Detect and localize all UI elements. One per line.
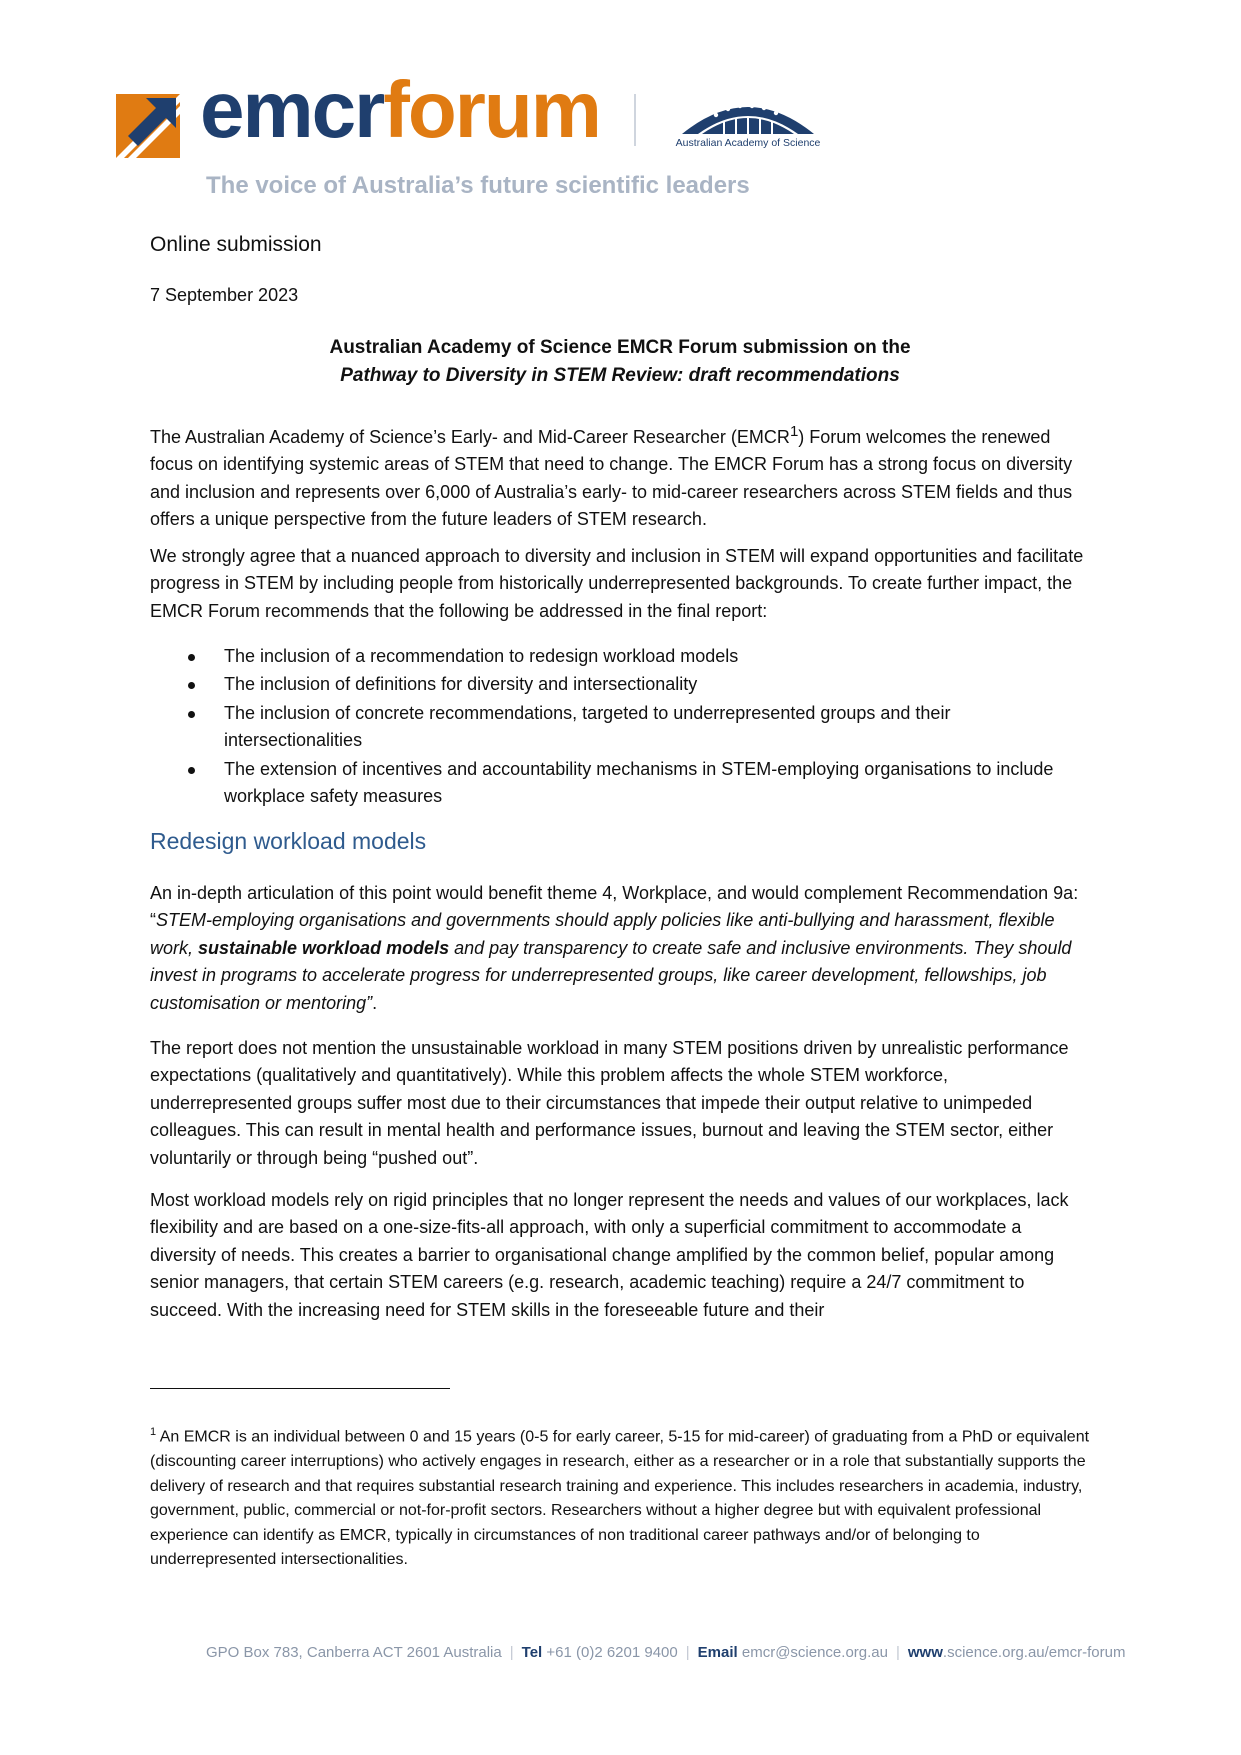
page-footer: GPO Box 783, Canberra ACT 2601 Australia | Tel +61 (0)2 6201 9400 | Email emcr@science.org.au | www.science.org.au/emcr-forum: [206, 1644, 1126, 1661]
tagline: The voice of Australia’s future scientific leaders: [206, 172, 750, 199]
submission-type: Online submission: [150, 233, 322, 256]
australian-academy-of-science-dome-logo-icon: [668, 88, 828, 138]
section-paragraph-1: An in-depth articulation of this point would benefit theme 4, Workplace, and would complement Recommendation 9a: “STEM-employing organisations and governments should apply policies like anti-bullying and harassment, flexible work, sustainable workload models and pay transparency to create safe and inclusive environments. They should invest in programs to accelerate progress for underrepresented groups, like career development, fellowships, job customisation or mentoring”.: [150, 883, 1079, 1013]
document-title: [150, 334, 1090, 390]
footer-email[interactable]: emcr@science.org.au: [741, 1644, 888, 1661]
footer-tel: +61 (0)2 6201 9400: [546, 1644, 678, 1661]
footnote-marker: 1: [150, 1426, 157, 1438]
footer-address: GPO Box 783, Canberra ACT 2601 Australia: [206, 1644, 502, 1661]
logo-divider: [634, 94, 636, 146]
title-line-1: Australian Academy of Science EMCR Forum submission on the: [329, 337, 911, 358]
emcr-forum-wordmark: emcrforum: [200, 65, 600, 154]
section-paragraph-3: Most workload models rely on rigid principles that no longer represent the needs and values of our workplaces, lack flexibility and are based on a one-size-fits-all approach, with only a superficial commitment to accommodate a diversity of needs. This creates a barrier to organisational change amplified by the common belief, popular among senior managers, that certain STEM careers (e.g. research, academic teaching) require a 24/7 commitment to succeed. With the increasing need for STEM skills in the foreseeable future and their: [150, 1190, 1069, 1320]
footnote-divider: [150, 1388, 450, 1389]
section-paragraph-2: The report does not mention the unsustainable workload in many STEM positions driven by unrealistic performance expectations (qualitatively and quantitatively). While this problem affects the whole STEM workforce, underrepresented groups suffer most due to their circumstances that impede their output relative to unimpeded colleagues. This can result in mental health and performance issues, burnout and leaving the STEM sector, either voluntarily or through being “pushed out”.: [150, 1038, 1069, 1168]
australian-academy-of-science-logo: [668, 88, 828, 156]
recommendation-list: [150, 643, 1090, 811]
list-item: The inclusion of definitions for diversity and intersectionality: [150, 671, 1090, 698]
bullet-icon: [188, 654, 195, 661]
bullet-icon: [188, 682, 195, 689]
bullet-icon: [188, 767, 195, 774]
list-item: The extension of incentives and accountability mechanisms in STEM-employing organisations to include workplace safety measures: [150, 756, 1090, 811]
emcr-forum-logo-mark-icon: [116, 94, 180, 158]
footnote: $^1$ An EMCR is an individual between 0 and 15 years (0-5 for early career, 5-15 for mid-career) of graduating from a PhD or equivalent (discounting career interruptions) who actively engages in research, either as a researcher or in a role that substantially supports the delivery of research and that requires substantial research training and experience. This includes researchers in academia, industry, government, public, commercial or not-for-profit sectors. Researchers without a higher degree but with equivalent professional experience can identify as EMCR, typically in circumstances of non traditional career pathways and/or of belonging to underrepresented intersectionalities.: [150, 1426, 1090, 1569]
section-heading: Redesign workload models: [150, 828, 427, 854]
list-item: The inclusion of concrete recommendations, targeted to underrepresented groups and their intersectionalities: [150, 700, 1090, 755]
intro-paragraph-2: We strongly agree that a nuanced approach to diversity and inclusion in STEM will expand opportunities and facilitate progress in STEM by including people from historically underrepresented backgrounds. To create further impact, the EMCR Forum recommends that the following be addressed in the final report:: [150, 546, 1084, 621]
intro-paragraph-1: The Australian Academy of Science’s Early- and Mid-Career Researcher (EMCR$^1$) Forum welcomes the renewed focus on identifying systemic areas of STEM that need to change. The EMCR Forum has a strong focus on diversity and inclusion and represents over 6,000 of Australia’s early- to mid-career researchers across STEM fields and thus offers a unique perspective from the future leaders of STEM research.: [150, 423, 1073, 530]
aas-name: Australian Academy of Science: [675, 137, 821, 149]
title-line-2: Pathway to Diversity in STEM Review: draft recommendations: [340, 365, 900, 386]
bullet-icon: [188, 711, 195, 718]
submission-date: 7 September 2023: [150, 285, 299, 305]
footnote-reference: 1: [789, 423, 799, 440]
list-item: The inclusion of a recommendation to redesign workload models: [150, 643, 1090, 670]
footer-website[interactable]: www.science.org.au/emcr-forum: [907, 1644, 1126, 1661]
